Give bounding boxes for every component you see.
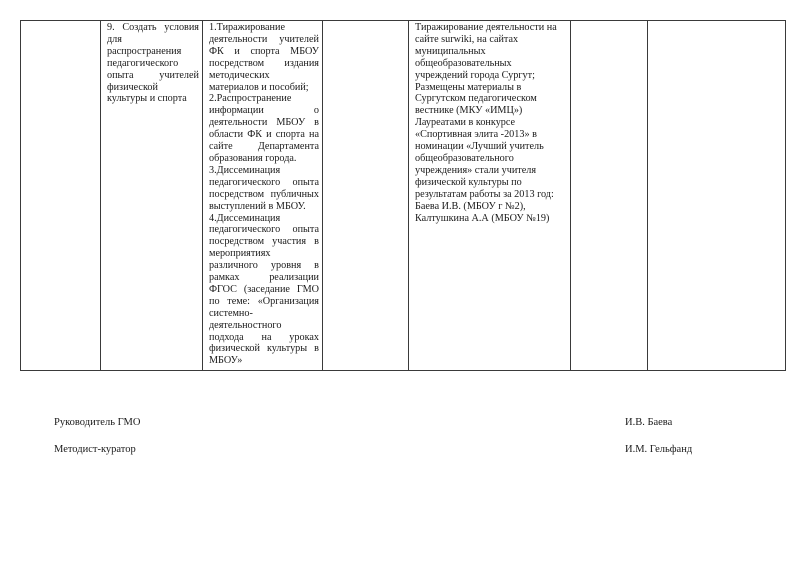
task-text	[107, 22, 199, 105]
text-line: посредством публичных	[209, 188, 319, 200]
activities-text	[209, 22, 319, 367]
text-line: 9. Создать условия	[107, 22, 199, 33]
text-line: подхода на уроках	[209, 331, 319, 343]
text-line: 1.Тиражирование	[209, 22, 285, 33]
text-line: посредством участия в	[209, 236, 319, 248]
text-line: вестнике (МКУ «ИМЦ»)	[415, 105, 523, 117]
activity-plan-table	[20, 20, 786, 371]
text-line: Баева И.В. (МБОУ г №2),	[415, 200, 526, 212]
text-line: информации о	[209, 105, 319, 117]
text-line: физической	[107, 81, 158, 93]
text-line: учреждения» стали учителя	[415, 164, 537, 176]
text-line: учреждений города Сургут;	[415, 69, 535, 81]
cell-results	[409, 21, 571, 371]
cell-task	[101, 21, 203, 371]
text-line: Размещены материалы в	[415, 81, 522, 93]
text-line: ФГОС (заседание ГМО	[209, 283, 319, 295]
cell-empty-4	[323, 21, 409, 371]
text-line: Тиражирование деятельности на	[415, 22, 557, 33]
signature-role-methodist: Методист-куратор	[54, 444, 136, 455]
text-line: общеобразовательных	[415, 57, 512, 69]
text-line: педагогического опыта	[209, 224, 319, 236]
results-text	[415, 22, 567, 224]
text-line: номинации «Лучший учитель	[415, 141, 544, 153]
text-line: деятельности учителей	[209, 33, 319, 45]
text-line: результатам работы за 2013 год:	[415, 188, 554, 200]
text-line: мероприятиях	[209, 248, 271, 260]
cell-activities	[203, 21, 323, 371]
text-line: выступлений в МБОУ.	[209, 200, 306, 212]
text-line: Сургутском педагогическом	[415, 93, 537, 105]
cell-number	[21, 21, 101, 371]
text-line: «Спортивная элита -2013» в	[415, 129, 537, 141]
text-line: 2.Распространение	[209, 93, 292, 105]
text-line: МБОУ»	[209, 355, 243, 367]
text-line: муниципальных	[415, 45, 486, 57]
text-line: методических	[209, 69, 270, 81]
text-line: опыта учителей	[107, 69, 199, 81]
cell-empty-6	[571, 21, 648, 371]
text-line: деятельности МБОУ в	[209, 117, 319, 129]
text-line: образования города.	[209, 152, 297, 164]
text-line: 3.Диссеминация	[209, 164, 281, 176]
text-line: посредством издания	[209, 57, 319, 69]
text-line: педагогического	[107, 57, 179, 69]
text-line: Калтушкина А.А (МБОУ №19)	[415, 212, 550, 224]
text-line: распространения	[107, 45, 182, 57]
text-line: культуры и спорта	[107, 93, 187, 105]
cell-empty-7	[648, 21, 786, 371]
text-line: материалов и пособий;	[209, 81, 309, 93]
text-line: общеобразовательного	[415, 152, 514, 164]
text-line: Лауреатами в конкурсе	[415, 117, 516, 129]
signature-role-head: Руководитель ГМО	[54, 417, 141, 428]
text-line: 4.Диссеминация	[209, 212, 281, 224]
signature-name-head: И.В. Баева	[625, 417, 673, 428]
text-line: области ФК и спорта на	[209, 129, 319, 141]
text-line: сайте Департамента	[209, 141, 319, 153]
text-line: различного уровня в	[209, 260, 319, 272]
text-line: для	[107, 33, 122, 45]
signature-name-methodist: И.М. Гельфанд	[625, 444, 693, 455]
text-line: физической культуры в	[209, 343, 319, 355]
text-line: сайте surwiki, на сайтах	[415, 33, 519, 45]
text-line: ФК и спорта МБОУ	[209, 45, 319, 57]
text-line: физической культуры по	[415, 176, 522, 188]
text-line: деятельностного	[209, 319, 282, 331]
text-line: рамках реализации	[209, 272, 319, 284]
text-line: педагогического опыта	[209, 176, 319, 188]
text-line: по теме: «Организация	[209, 295, 319, 307]
table-row	[21, 21, 786, 371]
text-line: системно-	[209, 307, 253, 319]
